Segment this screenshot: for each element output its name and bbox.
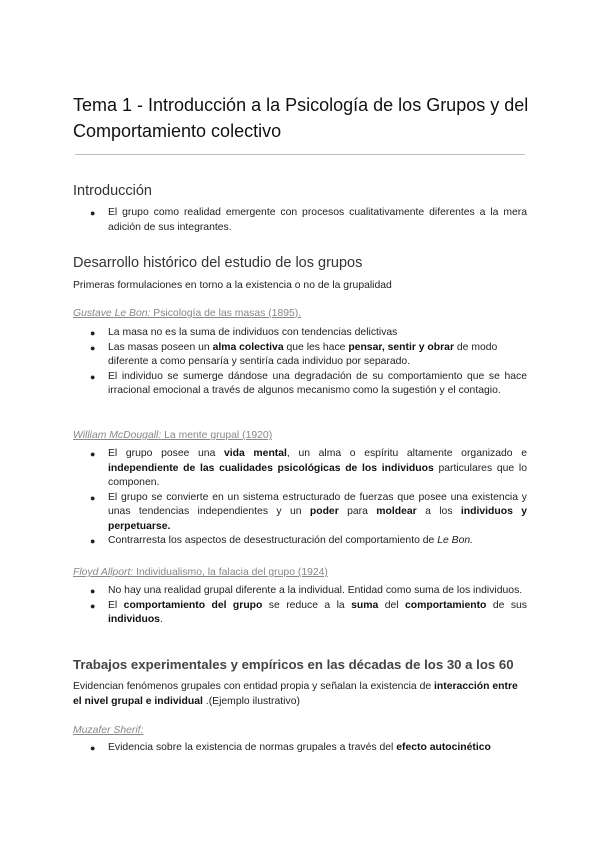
intro-heading: Introducción: [73, 183, 152, 199]
list-item: ● La masa no es la suma de individuos con tendencias delictivas: [90, 326, 527, 341]
list-item: ● No hay una realidad grupal diferente a la individual. Entidad como suma de los individuos.: [90, 584, 527, 599]
allport-list: [90, 584, 527, 628]
lebon-reference: [73, 307, 301, 321]
page-title: Tema 1 - Introducción a la Psicología de los Grupos y del Comportamiento colectivo: [73, 95, 529, 141]
list-item: ● El grupo se convierte en un sistema estructurado de fuerzas que posee una existencia y unas tendencias independientes y un poder para moldear a los individuos y perpetuarse.: [90, 491, 527, 532]
author-name: Floyd Allport:: [73, 567, 134, 578]
list-item: ● Contrarresta los aspectos de desestructuración del comportamiento de Le Bon.: [90, 534, 527, 549]
historico-heading: Desarrollo histórico del estudio de los grupos: [73, 255, 363, 271]
list-item: ● Las masas poseen un alma colectiva que les hace pensar, sentir y obrar de modo diferente a como pensaría y sentiría cada individuo por separado.: [90, 341, 498, 367]
experimentales-paragraph: Evidencian fenómenos grupales con entidad propia y señalan la existencia de interacción entre el nivel grupal e individual .(Ejemplo ilustrativo): [73, 681, 518, 707]
list-item: ● El grupo posee una vida mental, un alma o espíritu altamente organizado e independiente de las cualidades psicológicas de los individuos particulares que lo componen.: [90, 448, 528, 488]
bullet-icon: ●: [90, 449, 96, 459]
list-item: ● Evidencia sobre la existencia de normas grupales a través del efecto autocinético: [90, 741, 527, 756]
experimentales-heading: Trabajos experimentales y empíricos en las décadas de los 30 a los 60: [73, 657, 514, 672]
list-item: ● El grupo como realidad emergente con procesos cualitativamente diferentes a la mera adición de sus integrantes.: [90, 207, 527, 233]
allport-reference: [73, 566, 328, 580]
sherif-list: [90, 741, 527, 756]
intro-list: [90, 206, 527, 235]
bullet-icon: ●: [90, 743, 96, 753]
list-item: ● El comportamiento del grupo se reduce a la suma del comportamiento de sus individuos.: [90, 599, 527, 625]
work-title: Individualismo, la falacia del grupo (1924): [133, 567, 328, 578]
mcdougall-list: [90, 447, 527, 549]
bullet-icon: ●: [90, 328, 96, 338]
bullet-icon: ●: [90, 600, 96, 611]
work-title: Psicología de las masas (1895).: [150, 308, 302, 319]
bullet-icon: ●: [90, 586, 96, 596]
mcdougall-reference: [73, 429, 272, 443]
historico-subtitle: Primeras formulaciones en torno a la existencia o no de la grupalidad: [73, 280, 392, 291]
author-name: William McDougall:: [73, 430, 162, 441]
bullet-icon: ●: [90, 492, 96, 503]
bullet-icon: ●: [90, 371, 96, 382]
bullet-icon: ●: [90, 208, 96, 218]
bullet-icon: ●: [90, 536, 96, 546]
title-divider: [75, 154, 525, 155]
work-title: La mente grupal (1920): [161, 430, 273, 441]
lebon-list: [90, 326, 527, 399]
list-item: ● El individuo se sumerge dándose una degradación de su comportamiento que se hace irracional emocional a través de algunos mecanismo como la sugestión y el contagio.: [90, 370, 527, 396]
sherif-reference: [73, 724, 143, 738]
bullet-icon: ●: [90, 342, 96, 353]
author-name: Muzafer Sherif:: [73, 725, 144, 736]
author-name: Gustave Le Bon:: [73, 308, 151, 319]
